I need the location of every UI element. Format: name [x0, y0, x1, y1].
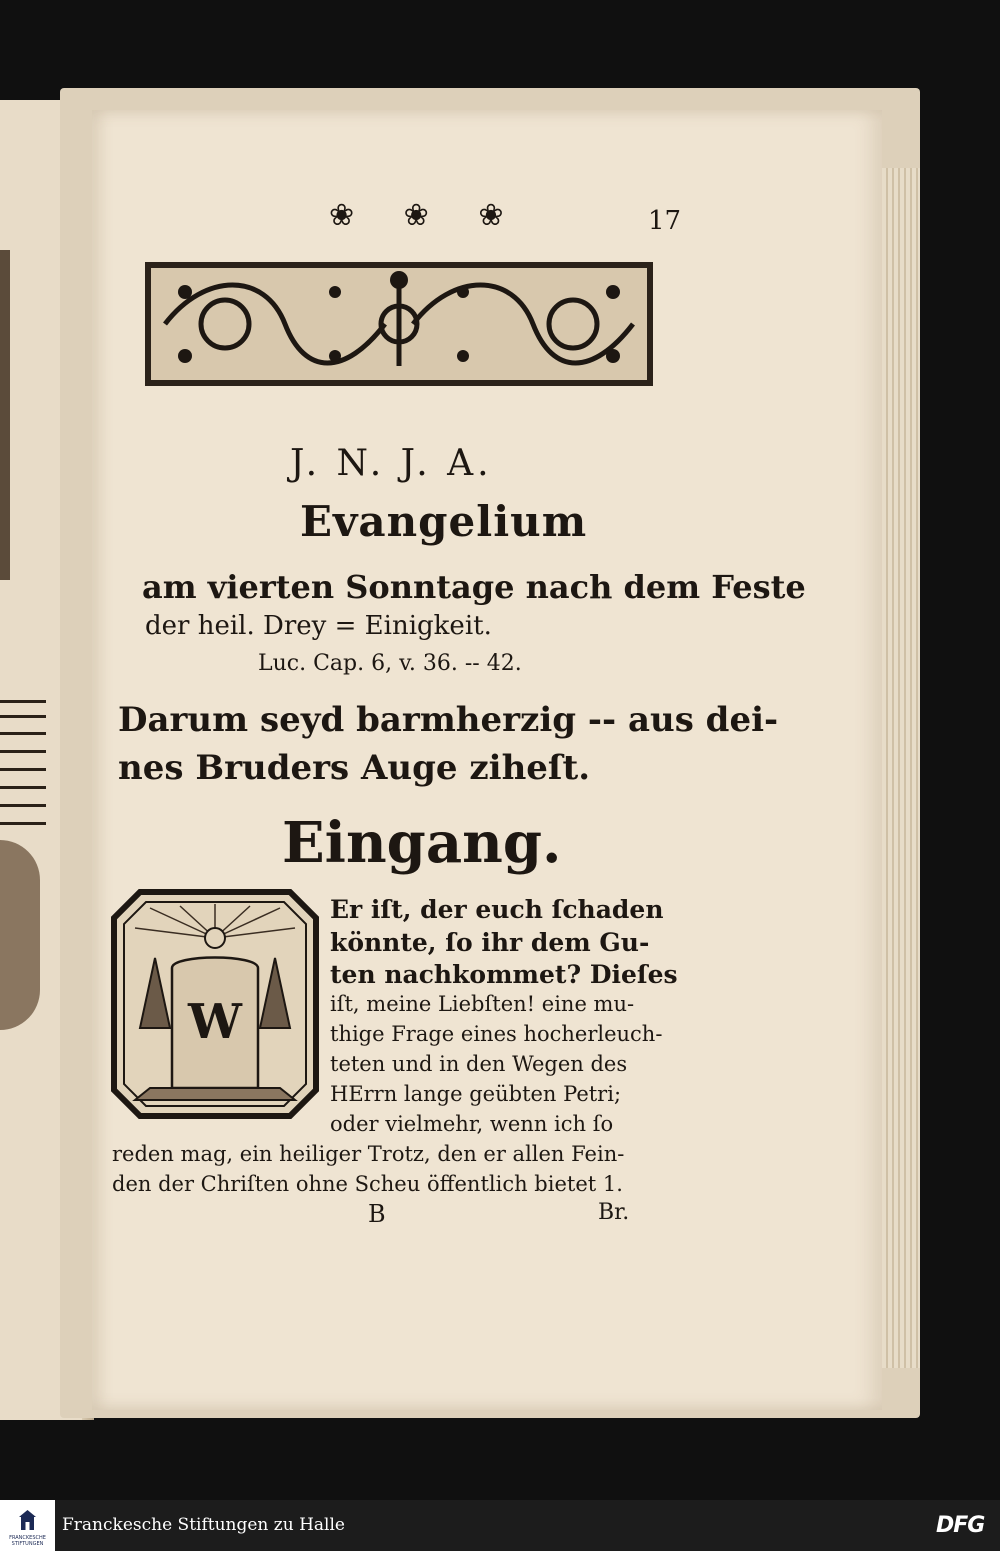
body-text-line: den der Chriſten ohne Scheu öffentlich bietet 1. [112, 1172, 623, 1196]
subtitle-line: der heil. Drey = Einigkeit. [145, 611, 492, 641]
decorated-initial [110, 888, 320, 1120]
left-page-engraving-line [0, 822, 46, 825]
dfg-logo[interactable]: DFG [936, 1513, 985, 1538]
logo-caption: FRANCKESCHE STIFTUNGEN [9, 1535, 46, 1547]
page-stack-edge [882, 168, 920, 1368]
header-ornaments: ❀ ❀ ❀ [329, 198, 524, 233]
body-text-line: teten und in den Wegen des [330, 1052, 628, 1076]
page-number: 17 [648, 206, 682, 236]
left-page-engraving-line [0, 750, 46, 753]
left-page-engraving-line [0, 768, 46, 771]
section-heading: Eingang. [282, 810, 562, 876]
invocation-initials: J. N. J. A. [290, 443, 493, 484]
body-text-line: HErrn lange geübten Petri; [330, 1082, 622, 1106]
body-text-line: reden mag, ein heiliger Trotz, den er allen Fein- [112, 1142, 625, 1166]
left-page-engraving-line [0, 700, 46, 703]
body-text-line: oder vielmehr, wenn ich ſo [330, 1112, 614, 1136]
signature-mark: B [368, 1200, 386, 1228]
left-page-engraving-line [0, 715, 46, 718]
subtitle-line: am vierten Sonntage nach dem Feste [142, 568, 806, 606]
verse-line: nes Bruders Auge ziheſt. [118, 748, 591, 788]
verse-line: Darum seyd barmherzig -- aus dei- [118, 700, 779, 740]
left-page-engraving-line [0, 786, 46, 789]
left-page-engraving-line [0, 804, 46, 807]
left-page-engraving-figure [0, 840, 40, 1030]
left-page-text-edge [0, 250, 10, 580]
viewer-footer [0, 1500, 1000, 1551]
body-text-line: ten nachkommet? Dieſes [330, 960, 678, 989]
institution-logo[interactable] [0, 1500, 55, 1551]
body-text-line: könnte, ſo ihr dem Gu- [330, 928, 650, 957]
left-page-engraving-line [0, 732, 46, 735]
body-text-line: thige Frage eines hocherleuch- [330, 1022, 663, 1046]
ornamental-headpiece-band [145, 262, 653, 386]
scripture-reference: Luc. Cap. 6, v. 36. -- 42. [258, 651, 522, 676]
drop-cap-letter: W [188, 994, 242, 1050]
page-title: Evangelium [300, 497, 588, 546]
body-text-line: Er iſt, der euch ſchaden [330, 895, 664, 924]
building-icon [19, 1510, 36, 1530]
catchword: Br. [598, 1200, 630, 1225]
body-text-line: iſt, meine Liebſten! eine mu- [330, 992, 635, 1016]
institution-name[interactable]: Franckesche Stiftungen zu Halle [62, 1515, 345, 1535]
